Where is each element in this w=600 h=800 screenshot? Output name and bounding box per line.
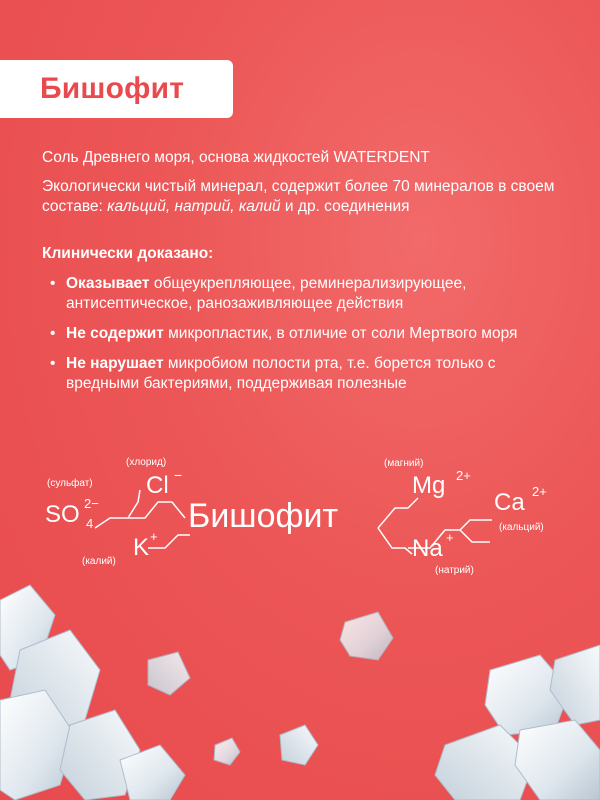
chloride-charge: − xyxy=(174,467,183,483)
bullet-text: общеукрепляющее, реминерализирующее, антисептическое, ранозаживляющее действия xyxy=(66,275,467,312)
bullet-marker: • xyxy=(50,325,56,342)
calcium-label: (кальций) xyxy=(499,522,544,533)
magnesium-symbol: Mg xyxy=(412,472,446,499)
bullet-marker: • xyxy=(50,275,56,292)
potassium-symbol: K xyxy=(133,534,150,561)
magnesium-label: (магний) xyxy=(384,458,424,469)
calcium-charge: 2+ xyxy=(532,484,547,499)
chloride-label: (хлорид) xyxy=(126,457,167,468)
crystal xyxy=(214,738,240,765)
sulfate-symbol: SO xyxy=(45,501,80,528)
bullet-text: микропластик, в отличие от соли Мертвого моря xyxy=(163,325,518,342)
crystal xyxy=(340,612,393,660)
benefits-list xyxy=(42,274,572,404)
intro-text-b: и др. соединения xyxy=(280,198,410,215)
formula-center: Бишофит xyxy=(188,497,339,535)
sodium-symbol: Na xyxy=(412,535,443,562)
sulfate-charge: 2− xyxy=(84,496,99,511)
crystal xyxy=(280,725,318,765)
potassium-label: (калий) xyxy=(82,556,116,567)
crystal xyxy=(148,652,190,695)
intro-minerals: кальций, натрий, калий xyxy=(107,198,281,215)
page-title: Бишофит xyxy=(40,72,185,105)
sodium-label: (натрий) xyxy=(435,565,474,576)
calcium-symbol: Ca xyxy=(494,489,525,516)
potassium-charge: + xyxy=(150,529,158,544)
clinical-heading: Клинически доказано: xyxy=(42,245,214,262)
intro-line-1: Соль Древнего моря, основа жидкостей WATERDENT xyxy=(42,149,430,166)
salt-crystals-illustration xyxy=(0,560,600,800)
list-item xyxy=(42,354,572,394)
crystal xyxy=(515,720,600,800)
sulfate-label: (сульфат) xyxy=(47,478,93,489)
bullet-bold: Оказывает xyxy=(66,275,150,292)
bullet-text: микробиом полости рта, т.е. борется только с вредными бактериями, поддерживая полезные xyxy=(66,355,496,392)
title-banner xyxy=(0,60,233,118)
sulfate-subscript: 4 xyxy=(86,516,94,531)
list-item xyxy=(42,324,572,344)
bullet-marker: • xyxy=(50,355,56,372)
magnesium-charge: 2+ xyxy=(456,468,471,483)
chloride-symbol: Cl xyxy=(146,472,169,499)
list-item xyxy=(42,274,572,314)
sodium-charge: + xyxy=(446,530,454,545)
bullet-bold: Не нарушает xyxy=(66,355,164,372)
intro-text-a: Экологически чистый минерал, содержит более 70 минералов в своем составе: xyxy=(42,178,555,215)
bullet-bold: Не содержит xyxy=(66,325,164,342)
intro-paragraph xyxy=(42,177,572,217)
